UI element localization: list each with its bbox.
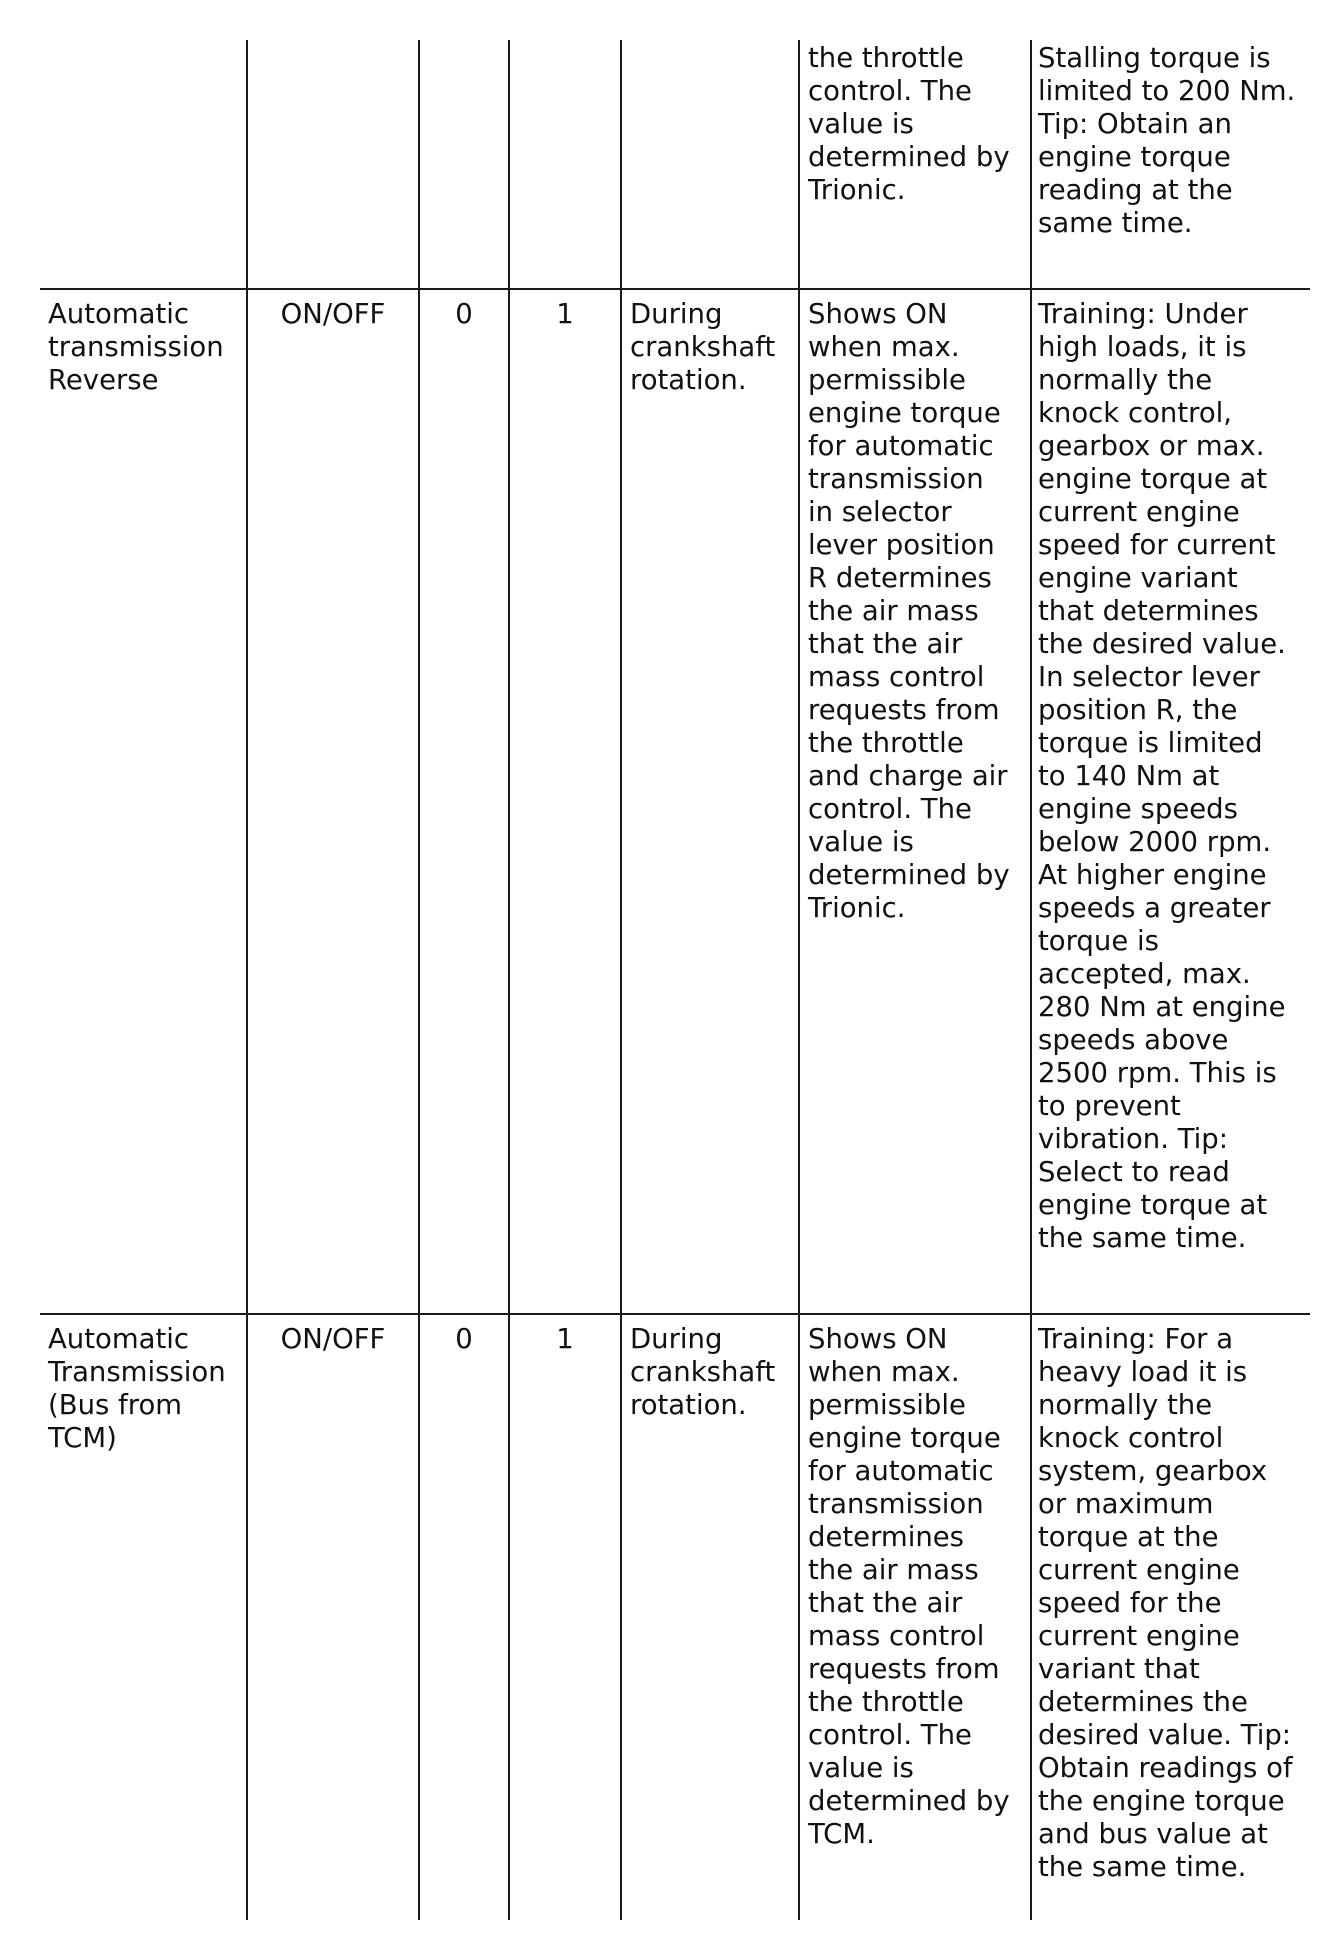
- row1-parameter-name: Automatic transmission Reverse: [48, 298, 224, 396]
- row1-max-value: 1: [556, 298, 574, 330]
- row1-condition: During crankshaft rotation.: [630, 298, 776, 396]
- column-divider: [798, 40, 800, 1920]
- row1-description: Shows ON when max. permissible engine torque for automatic transmission in selector lever position R determines the air mass that the air mass control requests from the throttle and charge air control. The value is determined by Trionic.: [808, 298, 1010, 924]
- row1-notes: Training: Under high loads, it is normally the knock control, gearbox or max. engine torque at current engine speed for current engine variant that determines the desired value. In selector lever position R, the torque is limited to 140 Nm at engine speeds below 2000 rpm. At higher engine speeds a greater torque is accepted, max. 280 Nm at engine speeds above 2500 rpm. This is to prevent vibration. Tip: Select to read engine torque at the same time.: [1038, 298, 1286, 1254]
- row2-condition: During crankshaft rotation.: [630, 1323, 776, 1421]
- row2-parameter-name: Automatic Transmission (Bus from TCM): [48, 1323, 226, 1454]
- row-divider: [40, 1313, 1310, 1315]
- column-divider: [1030, 40, 1032, 1920]
- row1-unit: ON/OFF: [280, 298, 386, 330]
- row2-notes: Training: For a heavy load it is normally the knock control system, gearbox or maximum torque at the current engine speed for the current engine variant that determines the desired value. Tip: Obtain readings of the engine torque and bus value at the same time.: [1038, 1323, 1293, 1883]
- row2-min-value: 0: [455, 1323, 473, 1355]
- column-divider: [620, 40, 622, 1920]
- parameter-table: [40, 40, 1310, 1920]
- row0-description: the throttle control. The value is determined by Trionic.: [808, 42, 1010, 206]
- row-divider: [40, 288, 1310, 290]
- row1-min-value: 0: [455, 298, 473, 330]
- row2-description: Shows ON when max. permissible engine torque for automatic transmission determines the air mass that the air mass control requests from the throttle control. The value is determined by TCM.: [808, 1323, 1010, 1850]
- row2-max-value: 1: [556, 1323, 574, 1355]
- row2-unit: ON/OFF: [280, 1323, 386, 1355]
- row0-notes: Stalling torque is limited to 200 Nm. Tip: Obtain an engine torque reading at the same time.: [1038, 42, 1296, 239]
